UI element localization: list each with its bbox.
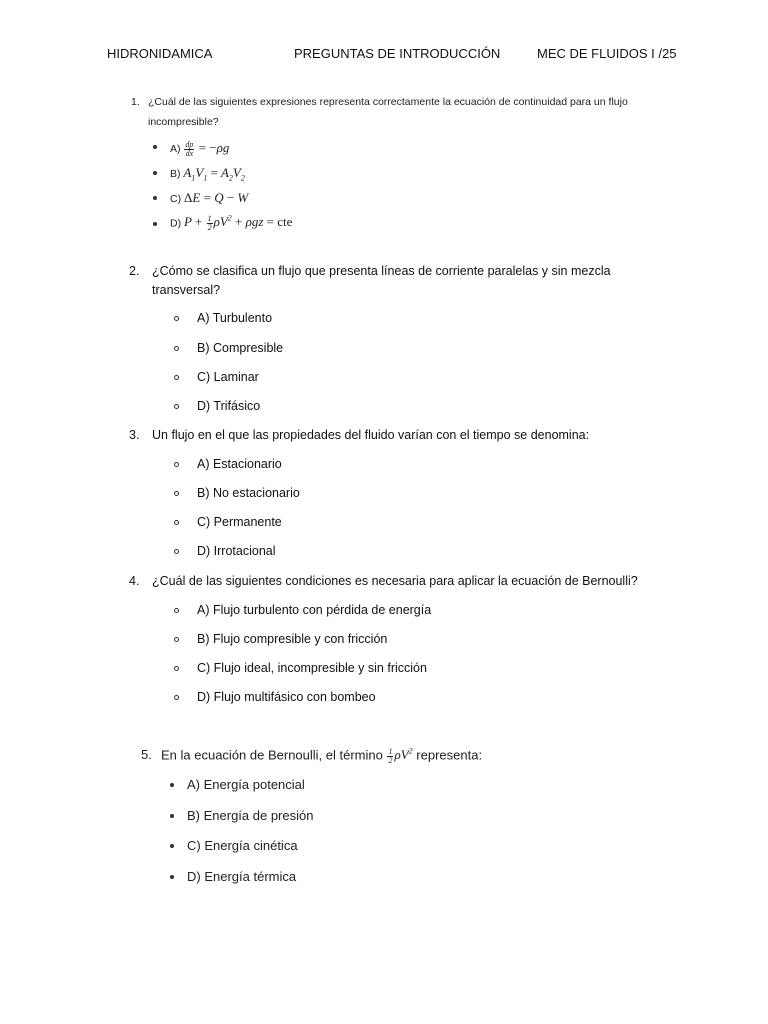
- option-label: B): [170, 168, 181, 180]
- question-text-end: representa:: [416, 747, 483, 763]
- question-text: ¿Cuál de las siguientes condiciones es necesaria para aplicar la ecuación de Bernoulli?: [152, 574, 638, 588]
- option-label: C): [170, 193, 182, 205]
- option-formula: P + $\frac{1}{2}$ $\rho V^2 + \rho gz$ = cte: [184, 213, 293, 232]
- option-d: D) Flujo multifásico con bombeo: [197, 690, 376, 704]
- bullet-icon: [153, 196, 157, 200]
- header-course: MEC DE FLUIDOS I /25: [537, 46, 677, 61]
- bullet-icon: [174, 346, 179, 351]
- option-d: D) Irrotacional: [197, 544, 276, 558]
- option-c: C) Laminar: [197, 370, 259, 384]
- bullet-icon: [153, 171, 157, 175]
- option-d: D) Energía térmica: [187, 869, 297, 884]
- question-text: ¿Cuál de las siguientes expresiones representa correctamente la ecuación de continuidad para un flujo: [148, 96, 628, 108]
- header-subject: HIDRONIDAMICA: [107, 46, 213, 61]
- bullet-icon: [153, 145, 157, 149]
- bullet-icon: [170, 875, 174, 879]
- option-c: C) Flujo ideal, incompresible y sin fricción: [197, 661, 427, 675]
- question-text: En la ecuación de Bernoulli, el término: [161, 747, 383, 763]
- bullet-icon: [174, 666, 179, 671]
- option-formula: $\frac{dp}{dx}$ = −ρg: [185, 139, 230, 158]
- question-number: 3.: [129, 428, 140, 442]
- option-a: A) Flujo turbulento con pérdida de energía: [197, 603, 432, 617]
- option-a: A) Estacionario: [197, 457, 282, 471]
- bullet-icon: [170, 783, 174, 787]
- question-text: ¿Cómo se clasifica un flujo que presenta líneas de corriente paralelas y sin mezcla: [152, 264, 611, 278]
- bullet-icon: [174, 404, 179, 409]
- option-d: D) Trifásico: [197, 399, 261, 413]
- option-a: A) Turbulento: [197, 311, 273, 325]
- question-text: Un flujo en el que las propiedades del fluido varían con el tiempo se denomina:: [152, 428, 590, 442]
- header-title: PREGUNTAS DE INTRODUCCIÓN: [294, 46, 501, 61]
- bullet-icon: [174, 695, 179, 700]
- bullet-icon: [174, 549, 179, 554]
- option-label: A): [170, 143, 181, 155]
- bernoulli-term-formula: $\frac{1}{2}$ $\rho V^2$: [388, 746, 413, 765]
- bullet-icon: [174, 608, 179, 613]
- bullet-icon: [174, 491, 179, 496]
- bullet-icon: [174, 375, 179, 380]
- option-formula: $A_1V_1 = A_2V_2$: [183, 165, 245, 183]
- bullet-icon: [153, 222, 157, 226]
- question-text-cont: transversal?: [152, 283, 221, 297]
- option-b: B) No estacionario: [197, 486, 300, 500]
- bullet-icon: [170, 844, 174, 848]
- question-number: 4.: [129, 574, 140, 588]
- option-b: B) Energía de presión: [187, 808, 314, 823]
- bullet-icon: [174, 462, 179, 467]
- question-text-cont: incompresible?: [148, 116, 219, 128]
- option-b: B) Compresible: [197, 341, 284, 355]
- bullet-icon: [174, 637, 179, 642]
- bullet-icon: [174, 520, 179, 525]
- option-label: D): [170, 217, 182, 230]
- question-number: 2.: [129, 264, 140, 278]
- option-b: B) Flujo compresible y con fricción: [197, 632, 388, 646]
- question-number: 5.: [141, 747, 152, 762]
- bullet-icon: [170, 814, 174, 818]
- question-number: 1.: [131, 96, 140, 108]
- bullet-icon: [174, 316, 179, 321]
- option-c: C) Energía cinética: [187, 838, 298, 853]
- option-c: C) Permanente: [197, 515, 282, 529]
- option-formula: ΔE = Q − W: [184, 190, 249, 205]
- option-a: A) Energía potencial: [187, 777, 305, 792]
